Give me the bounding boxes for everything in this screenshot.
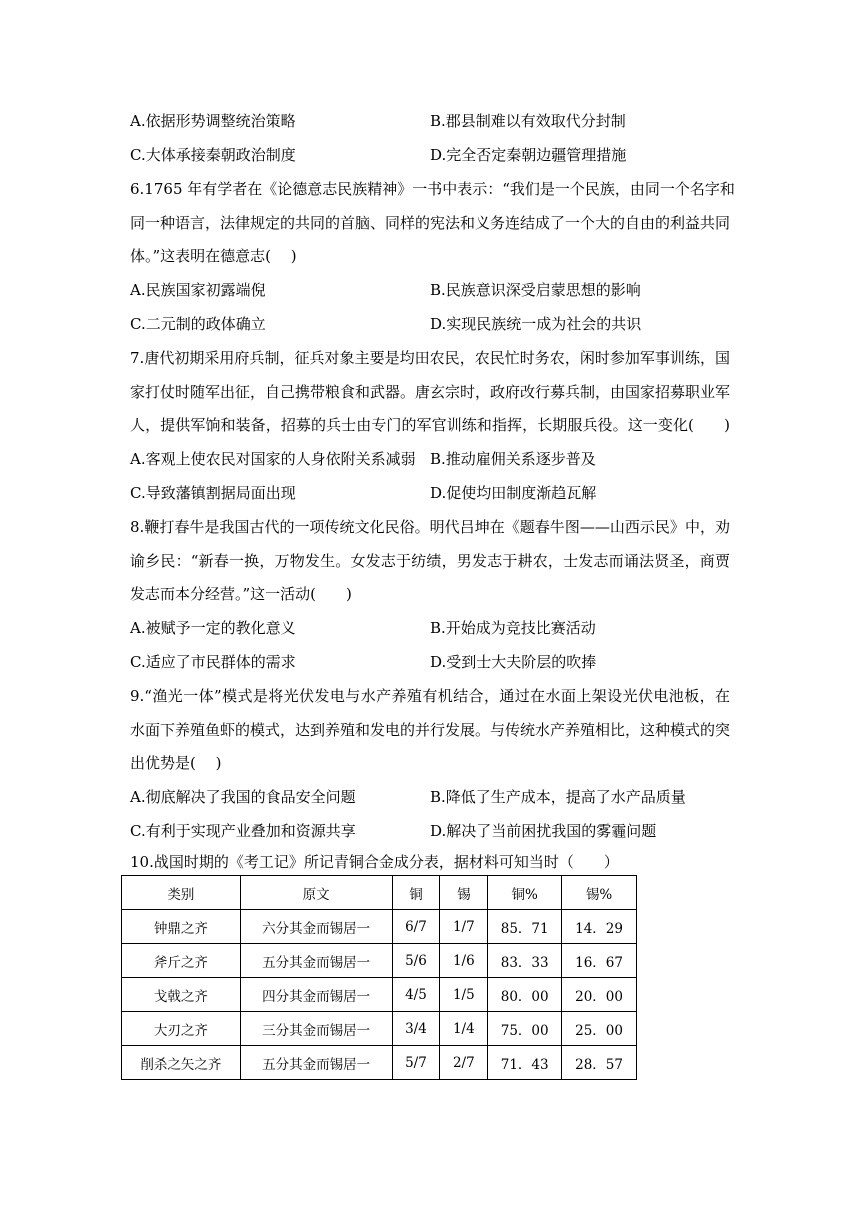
table-row <box>122 1046 637 1080</box>
q9-option-d: D.解决了当前困扰我国的雾霾问题 <box>430 822 657 840</box>
cell-tin: 2/7 <box>440 1046 488 1080</box>
cell-tin: 1/6 <box>440 944 488 978</box>
cell-tin-percent: 28．57 <box>562 1046 637 1080</box>
bronze-alloy-table <box>121 875 637 1080</box>
cell-category: 钟鼎之齐 <box>122 910 241 944</box>
header-copper-percent: 铜% <box>488 876 562 910</box>
q7-option-a: A.客观上使农民对国家的人身依附关系减弱 <box>130 450 416 468</box>
cell-original-text: 六分其金而锡居一 <box>240 910 392 944</box>
cell-original-text: 五分其金而锡居一 <box>240 1046 392 1080</box>
cell-tin: 1/5 <box>440 978 488 1012</box>
q7-stem-line-3: 人，提供军饷和装备，招募的兵士由专门的军官训练和指挥，长期服兵役。这一变化( ) <box>130 416 730 434</box>
table-row <box>122 944 637 978</box>
header-tin: 锡 <box>440 876 488 910</box>
cell-category: 大刃之齐 <box>122 1012 241 1046</box>
q10-stem: 10.战国时期的《考工记》所记青铜合金成分表，据材料可知当时（ ） <box>130 853 619 871</box>
table-header-row <box>122 876 637 910</box>
cell-original-text: 三分其金而锡居一 <box>240 1012 392 1046</box>
cell-copper: 5/7 <box>392 1046 440 1080</box>
q5-option-d: D.完全否定秦朝边疆管理措施 <box>430 146 627 164</box>
cell-copper-percent: 75．00 <box>488 1012 562 1046</box>
cell-copper-percent: 83．33 <box>488 944 562 978</box>
q9-option-b: B.降低了生产成本，提高了水产品质量 <box>430 788 686 806</box>
cell-tin-percent: 14．29 <box>562 910 637 944</box>
cell-copper: 6/7 <box>392 910 440 944</box>
header-category: 类别 <box>122 876 241 910</box>
q8-stem-line-2: 谕乡民：“新春一换，万物发生。女发志于纺绩，男发志于耕农，士发志而诵法贤圣，商贾 <box>130 552 730 570</box>
q8-stem-line-3: 发志而本分经营。”这一活动( ) <box>130 585 352 603</box>
q7-stem-line-1: 7.唐代初期采用府兵制，征兵对象主要是均田农民，农民忙时务农，闲时参加军事训练，国 <box>130 349 730 367</box>
cell-copper-percent: 80．00 <box>488 978 562 1012</box>
cell-category: 戈戟之齐 <box>122 978 241 1012</box>
q6-option-b: B.民族意识深受启蒙思想的影响 <box>430 281 641 299</box>
cell-original-text: 五分其金而锡居一 <box>240 944 392 978</box>
q6-stem-line-2: 同一种语言，法律规定的共同的首脑、同样的宪法和义务连结成了一个大的自由的利益共同 <box>130 214 731 232</box>
q8-option-d: D.受到士大夫阶层的吹捧 <box>430 653 597 671</box>
q9-option-a: A.彻底解决了我国的食品安全问题 <box>130 788 356 806</box>
q9-stem-line-3: 出优势是( ) <box>130 754 222 772</box>
q6-option-c: C.二元制的政体确立 <box>130 315 266 333</box>
table-row <box>122 1012 637 1046</box>
q7-option-d: D.促使均田制度渐趋瓦解 <box>430 484 597 502</box>
cell-copper-percent: 71．43 <box>488 1046 562 1080</box>
cell-tin-percent: 20．00 <box>562 978 637 1012</box>
q6-option-a: A.民族国家初露端倪 <box>130 281 266 299</box>
q8-option-a: A.被赋予一定的教化意义 <box>130 619 296 637</box>
table-row <box>122 978 637 1012</box>
cell-copper: 5/6 <box>392 944 440 978</box>
header-tin-percent: 锡% <box>562 876 637 910</box>
cell-category: 斧斤之齐 <box>122 944 241 978</box>
q5-option-b: B.郡县制难以有效取代分封制 <box>430 112 626 130</box>
q6-stem-line-3: 体。”这表明在德意志( ) <box>130 247 297 265</box>
cell-tin-percent: 25．00 <box>562 1012 637 1046</box>
cell-copper: 4/5 <box>392 978 440 1012</box>
table-row <box>122 910 637 944</box>
q8-option-b: B.开始成为竞技比赛活动 <box>430 619 596 637</box>
header-copper: 铜 <box>392 876 440 910</box>
q9-stem-line-1: 9.“渔光一体”模式是将光伏发电与水产养殖有机结合，通过在水面上架设光伏电池板，在 <box>130 687 730 705</box>
cell-copper-percent: 85．71 <box>488 910 562 944</box>
q7-stem-line-2: 家打仗时随军出征，自己携带粮食和武器。唐玄宗时，政府改行募兵制，由国家招募职业军 <box>130 383 731 401</box>
q7-option-c: C.导致藩镇割据局面出现 <box>130 484 296 502</box>
q8-option-c: C.适应了市民群体的需求 <box>130 653 296 671</box>
q8-stem-line-1: 8.鞭打春牛是我国古代的一项传统文化民俗。明代吕坤在《题春牛图——山西示民》中，劝 <box>130 518 730 536</box>
cell-tin: 1/4 <box>440 1012 488 1046</box>
header-original-text: 原文 <box>240 876 392 910</box>
q6-option-d: D.实现民族统一成为社会的共识 <box>430 315 642 333</box>
q9-stem-line-2: 水面下养殖鱼虾的模式，达到养殖和发电的并行发展。与传统水产养殖相比，这种模式的突 <box>130 721 731 739</box>
q5-option-a: A.依据形势调整统治策略 <box>130 112 296 130</box>
cell-category: 削杀之矢之齐 <box>122 1046 241 1080</box>
cell-tin-percent: 16．67 <box>562 944 637 978</box>
q5-option-c: C.大体承接秦朝政治制度 <box>130 146 296 164</box>
cell-copper: 3/4 <box>392 1012 440 1046</box>
q9-option-c: C.有利于实现产业叠加和资源共享 <box>130 822 356 840</box>
cell-tin: 1/7 <box>440 910 488 944</box>
q7-option-b: B.推动雇佣关系逐步普及 <box>430 450 596 468</box>
q6-stem-line-1: 6.1765 年有学者在《论德意志民族精神》一书中表示：“我们是一个民族，由同一个名字和 <box>130 180 735 198</box>
cell-original-text: 四分其金而锡居一 <box>240 978 392 1012</box>
